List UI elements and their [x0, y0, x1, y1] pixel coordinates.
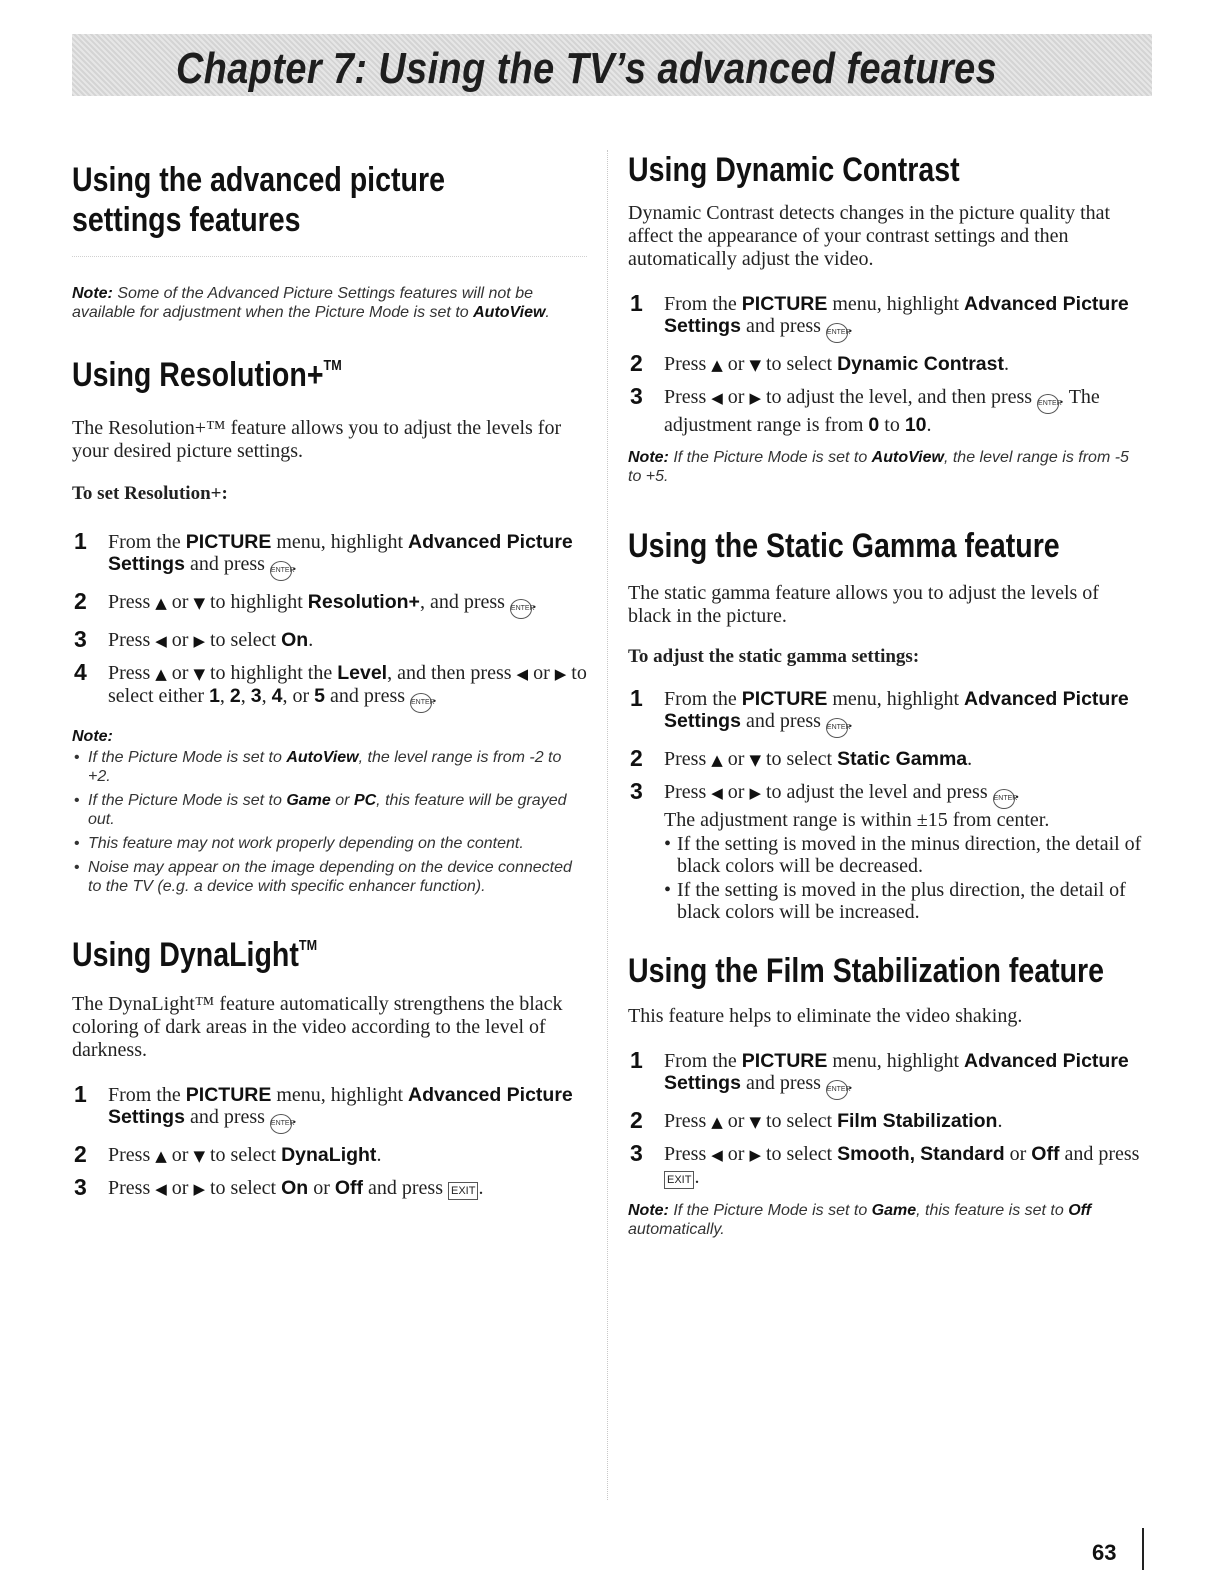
text: , the level range is from -2 to +2.	[88, 749, 562, 785]
step-number: 3	[74, 1174, 87, 1200]
text: menu, highlight	[832, 293, 960, 315]
right-column	[628, 150, 1143, 1239]
keyword: Off	[1068, 1202, 1092, 1219]
list-item: • If the setting is moved in the plus direction, the detail of black colors will be increased.	[664, 879, 1143, 923]
left-arrow-icon: ◀	[711, 389, 723, 407]
down-arrow-icon: ▼	[749, 1113, 761, 1131]
enter-button-icon: ENTER	[826, 1080, 848, 1100]
text: to select	[210, 629, 277, 651]
text: or	[171, 591, 189, 613]
text: The adjustment range is from	[664, 386, 1100, 436]
down-arrow-icon: ▼	[749, 751, 761, 769]
keyword: Game	[871, 1202, 917, 1219]
list-item	[72, 858, 587, 896]
text: , this feature will be grayed out.	[88, 792, 567, 828]
text: menu, highlight	[832, 1050, 960, 1072]
page-number: 63	[1092, 1540, 1117, 1565]
note-heading	[72, 727, 587, 746]
text: .	[1003, 353, 1009, 375]
text: or	[292, 685, 310, 707]
section-dynamic-contrast	[628, 150, 1143, 486]
text: From the	[108, 1084, 181, 1106]
separator: ,	[909, 1143, 916, 1165]
keyword: Advanced Picture Settings	[664, 688, 1129, 732]
text: menu, highlight	[276, 531, 404, 553]
step-number: 1	[630, 1047, 643, 1073]
right-arrow-icon: ▶	[749, 389, 761, 407]
text: and press	[745, 1072, 821, 1094]
keyword: Off	[1031, 1143, 1060, 1165]
keyword: Standard	[920, 1143, 1005, 1165]
text: , the level range is from -5 to +5.	[628, 449, 1129, 485]
enter-button-icon: ENTER	[826, 718, 848, 738]
text: and press	[189, 553, 265, 575]
text: If the Picture Mode is set to	[673, 449, 868, 466]
separator: ,	[219, 685, 225, 707]
section-title	[72, 926, 505, 975]
keyword: DynaLight	[281, 1144, 377, 1166]
keyword: Game	[286, 792, 331, 809]
text: and press	[1064, 1143, 1140, 1165]
text: If the Picture Mode is set to	[88, 749, 282, 766]
step: 1 From the PICTURE menu, highlight Advanced Picture Settings and press ENTER.	[628, 1050, 1143, 1100]
keyword: PICTURE	[741, 688, 828, 710]
keyword: PC	[353, 792, 377, 809]
step: 1 From the PICTURE menu, highlight Advanced Picture Settings and press ENTER.	[628, 293, 1143, 343]
left-arrow-icon: ◀	[516, 665, 529, 683]
text: .	[1014, 781, 1020, 803]
note	[628, 448, 1143, 486]
note-label: Note:	[72, 285, 113, 302]
keyword: AutoView	[286, 749, 359, 766]
right-arrow-icon: ▶	[554, 665, 567, 683]
intro: The DynaLight™ feature automatically strengthens the black coloring of dark areas in the video according to the level of darkness.	[72, 993, 563, 1061]
step: 1 From the PICTURE menu, highlight Advanced Picture Settings and press ENTER.	[72, 531, 587, 581]
text: Press	[664, 353, 707, 375]
right-arrow-icon: ▶	[749, 1146, 761, 1164]
keyword: Advanced Picture Settings	[664, 293, 1129, 337]
up-arrow-icon: ▲	[711, 356, 723, 374]
keyword: Smooth	[837, 1143, 910, 1165]
intro: The Resolution+™ feature allows you to adjust the levels for your desired picture settings.	[72, 417, 562, 462]
text: Noise may appear on the image depending on the device connected to the TV (e.g. a device with specific enhancer function).	[88, 859, 572, 895]
step	[72, 626, 587, 652]
text: or	[727, 353, 745, 375]
note	[72, 284, 587, 322]
step: 4 Press ▲ or ▼ to highlight the Level, and then press ◀ or ▶ to select either 1, 2, 3, 4, or 5 and press ENTER.	[72, 662, 587, 713]
value: 0	[868, 414, 880, 436]
left-arrow-icon: ◀	[711, 784, 723, 802]
exit-button-icon: EXIT	[448, 1182, 478, 1200]
text: to highlight	[210, 591, 303, 613]
right-arrow-icon: ▶	[193, 632, 205, 650]
keyword: AutoView	[871, 449, 944, 466]
down-arrow-icon: ▼	[193, 665, 205, 683]
text: .	[376, 1144, 382, 1166]
note-label: Note:	[72, 728, 113, 745]
text: or	[171, 629, 189, 651]
page-rule	[1142, 1528, 1144, 1570]
step-number: 4	[74, 659, 87, 685]
note	[628, 1201, 1143, 1239]
text: automatically.	[628, 1221, 725, 1238]
left-column	[72, 150, 587, 1200]
text: Press	[664, 748, 707, 770]
note-label: Note:	[628, 449, 669, 466]
step-number: 1	[630, 685, 643, 711]
text: From the	[664, 688, 737, 710]
enter-button-icon: ENTER	[510, 599, 532, 619]
list-item: • If the setting is moved in the minus direction, the detail of black colors will be decreased.	[664, 833, 1143, 877]
section-advanced-picture	[72, 160, 587, 322]
step-number: 2	[630, 1107, 643, 1133]
left-arrow-icon: ◀	[155, 1180, 167, 1198]
text: or	[335, 792, 350, 809]
column-divider	[607, 150, 608, 1500]
text: , this feature is set to	[916, 1202, 1064, 1219]
text: , and press	[419, 591, 505, 613]
text: .	[1059, 386, 1065, 408]
right-arrow-icon: ▶	[193, 1180, 205, 1198]
text: and press	[330, 685, 406, 707]
text: Press	[664, 386, 707, 408]
text: Press	[664, 1143, 707, 1165]
step: 1 From the PICTURE menu, highlight Advanced Picture Settings and press ENTER.	[72, 1084, 587, 1134]
text: or	[171, 1144, 189, 1166]
step: 2 Press ▲ or ▼ to highlight Resolution+, and press ENTER.	[72, 591, 587, 619]
text: .	[926, 414, 932, 436]
title-line-1: Using the advanced picture	[72, 161, 445, 199]
text: or	[313, 1177, 330, 1199]
text: menu, highlight	[832, 688, 960, 710]
keyword: On	[281, 629, 309, 651]
text: From the	[108, 531, 181, 553]
text: or	[171, 662, 189, 684]
value: 5	[314, 685, 326, 707]
keyword: Advanced Picture Settings	[108, 531, 573, 575]
enter-button-icon: ENTER	[826, 323, 848, 343]
step-number: 2	[74, 1141, 87, 1167]
step-number: 1	[74, 528, 87, 554]
keyword: PICTURE	[185, 531, 272, 553]
list-item	[72, 834, 587, 853]
step: 1 From the PICTURE menu, highlight Advanced Picture Settings and press ENTER.	[628, 688, 1143, 738]
text: From the	[664, 293, 737, 315]
section-title	[72, 160, 505, 240]
note-label: Note:	[628, 1202, 669, 1219]
step	[628, 350, 1143, 376]
text: to select either	[108, 662, 587, 707]
step	[628, 383, 1143, 436]
text: The adjustment range is within ±15 from center.	[664, 809, 1050, 831]
separator: ,	[261, 685, 267, 707]
text: This feature may not work properly depending on the content.	[88, 835, 524, 852]
up-arrow-icon: ▲	[155, 594, 167, 612]
text: to select	[766, 353, 833, 375]
keyword: Advanced Picture Settings	[108, 1084, 573, 1128]
intro: Dynamic Contrast detects changes in the picture quality that affect the appearance of your contrast settings and then automatically adjust the video.	[628, 202, 1111, 270]
text: or	[727, 1110, 745, 1132]
text: or	[1009, 1143, 1027, 1165]
text: or	[727, 781, 745, 803]
text: to highlight the	[210, 662, 333, 684]
section-title: Using the Film Stabilization feature	[628, 952, 1105, 990]
enter-button-icon: ENTER	[410, 693, 432, 713]
value: 1	[209, 685, 220, 707]
text: to select	[210, 1144, 277, 1166]
step-number: 3	[630, 1140, 643, 1166]
step-number: 1	[630, 290, 643, 316]
text: or	[727, 748, 745, 770]
step	[72, 1141, 587, 1167]
note-keyword: AutoView	[473, 304, 546, 321]
down-arrow-icon: ▼	[749, 356, 761, 374]
title-text: Using DynaLight	[72, 936, 299, 974]
section-resolution	[72, 346, 587, 896]
text: .	[308, 629, 314, 651]
separator: ,	[240, 685, 246, 707]
step-number: 1	[74, 1081, 87, 1107]
text: Press	[664, 1110, 707, 1132]
text: Press	[108, 662, 151, 684]
up-arrow-icon: ▲	[711, 1113, 723, 1131]
subhead: To set Resolution+:	[72, 483, 228, 504]
text: or	[533, 662, 550, 684]
keyword: PICTURE	[741, 1050, 828, 1072]
section-title: Using Dynamic Contrast	[628, 151, 960, 189]
text: Press	[108, 629, 151, 651]
text: Press	[664, 781, 707, 803]
text: or	[727, 386, 745, 408]
step-number: 3	[630, 383, 643, 409]
keyword: Advanced Picture Settings	[664, 1050, 1129, 1094]
text: If the Picture Mode is set to	[673, 1202, 868, 1219]
text: to adjust the level and press	[766, 781, 988, 803]
text: or	[171, 1177, 189, 1199]
text: .	[967, 748, 973, 770]
step	[628, 745, 1143, 771]
section-title	[72, 346, 505, 395]
text: and press	[368, 1177, 443, 1199]
trademark: TM	[323, 357, 342, 374]
keyword: Level	[337, 662, 388, 684]
note-list	[72, 748, 587, 896]
down-arrow-icon: ▼	[193, 594, 205, 612]
step-number: 2	[630, 745, 643, 771]
list-item	[72, 791, 587, 829]
section-dynalight	[72, 926, 587, 1200]
exit-button-icon: EXIT	[664, 1171, 694, 1189]
section-title: Using the Static Gamma feature	[628, 527, 1060, 565]
text: to select	[210, 1177, 277, 1199]
title-line-2: settings features	[72, 201, 301, 239]
list-item	[72, 748, 587, 786]
text: menu, highlight	[276, 1084, 404, 1106]
text: to select	[766, 1110, 833, 1132]
step	[628, 778, 1143, 923]
step-number: 3	[630, 778, 643, 804]
enter-button-icon: ENTER	[993, 789, 1015, 809]
text: Press	[108, 1144, 151, 1166]
up-arrow-icon: ▲	[155, 665, 167, 683]
step: 3 Press ◀ or ▶ to select Smooth, Standard or Off and press EXIT .	[630, 1140, 1140, 1188]
keyword: PICTURE	[741, 293, 828, 315]
section-static-gamma	[628, 526, 1143, 923]
right-arrow-icon: ▶	[749, 784, 761, 802]
up-arrow-icon: ▲	[155, 1147, 167, 1165]
detail-list	[664, 833, 1143, 923]
text: Press	[108, 591, 151, 613]
value: 2	[229, 685, 241, 707]
enter-button-icon: ENTER	[270, 1114, 292, 1134]
text: to select	[766, 1143, 833, 1165]
chapter-title: Chapter 7: Using the TV’s advanced features	[176, 44, 998, 93]
keyword: Dynamic Contrast	[837, 353, 1004, 375]
value: 3	[250, 685, 262, 707]
separator: ,	[282, 685, 288, 707]
text: or	[727, 1143, 745, 1165]
text: , and then press	[387, 662, 512, 684]
note-end: .	[545, 304, 550, 321]
left-arrow-icon: ◀	[155, 632, 167, 650]
step: 3 Press ◀ or ▶ to select On or Off and press EXIT .	[74, 1174, 484, 1200]
text: and press	[189, 1106, 265, 1128]
value: 4	[271, 685, 283, 707]
text: If the Picture Mode is set to	[88, 792, 282, 809]
title-rule	[72, 256, 587, 257]
value: 10	[904, 414, 927, 436]
text: and press	[745, 315, 821, 337]
step-number: 2	[630, 350, 643, 376]
step-number: 3	[74, 626, 87, 652]
intro: This feature helps to eliminate the video shaking.	[628, 1005, 1023, 1027]
text: .	[997, 1110, 1003, 1132]
up-arrow-icon: ▲	[711, 751, 723, 769]
title-text: Using Resolution+	[72, 356, 324, 394]
subhead: To adjust the static gamma settings:	[628, 646, 920, 667]
text: Press	[108, 1177, 151, 1199]
left-arrow-icon: ◀	[711, 1146, 723, 1164]
text: From the	[664, 1050, 737, 1072]
trademark: TM	[298, 937, 318, 954]
intro: The static gamma feature allows you to adjust the levels of black in the picture.	[628, 582, 1099, 627]
keyword: Resolution+	[307, 591, 420, 613]
step-number: 2	[74, 588, 87, 614]
keyword: PICTURE	[185, 1084, 272, 1106]
step	[628, 1107, 1143, 1133]
keyword: Film Stabilization	[837, 1110, 998, 1132]
down-arrow-icon: ▼	[193, 1147, 205, 1165]
keyword: On	[281, 1177, 309, 1199]
keyword: Static Gamma	[837, 748, 968, 770]
enter-button-icon: ENTER	[1037, 394, 1059, 414]
note-text: Some of the Advanced Picture Settings features will not be available for adjustment when the Picture Mode is set to	[72, 285, 533, 321]
enter-button-icon: ENTER	[270, 561, 292, 581]
text: to adjust the level, and then press	[766, 386, 1033, 408]
section-film-stabilization	[628, 951, 1143, 1239]
keyword: Off	[334, 1177, 364, 1199]
text: and press	[745, 710, 821, 732]
text: to	[884, 414, 900, 436]
text: to select	[766, 748, 833, 770]
